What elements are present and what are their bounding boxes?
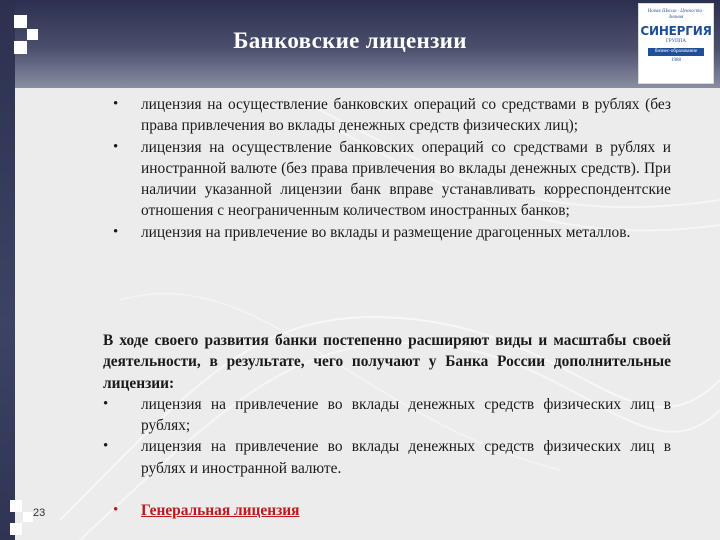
list-item bbox=[103, 394, 671, 437]
bullet-icon: • bbox=[113, 502, 119, 518]
page-number: 23 bbox=[33, 507, 46, 519]
slide-title: Банковские лицензии bbox=[233, 28, 467, 53]
bullet-icon: • bbox=[103, 438, 109, 455]
bullet-icon: • bbox=[113, 138, 119, 155]
bullet-icon: • bbox=[113, 96, 119, 112]
list-item bbox=[103, 94, 671, 137]
list-item bbox=[103, 137, 671, 222]
general-license-link[interactable]: Генеральная лицензия bbox=[141, 502, 300, 519]
additional-licenses-section bbox=[103, 330, 671, 479]
logo-sub-text: ГРУППА bbox=[666, 39, 686, 44]
list-item-text: лицензия на осуществление банковских операций со средствами в рублях (без права привлечения во вклады денежных средств физических лиц); bbox=[141, 96, 671, 135]
logo-top-text: Новая Школа · Ценности · Знания bbox=[647, 9, 705, 20]
list-item bbox=[103, 436, 671, 479]
bullet-icon: • bbox=[103, 395, 109, 412]
logo-brand: СИНЕРГИЯ bbox=[640, 24, 712, 38]
list-item-text: лицензия на привлечение во вклады и размещение драгоценных металлов. bbox=[141, 223, 631, 241]
list-item-text: лицензия на привлечение во вклады денежных средств физических лиц в рублях; bbox=[141, 395, 671, 435]
sidebar-strip bbox=[0, 0, 15, 540]
license-list bbox=[103, 94, 671, 243]
section-lead: В ходе своего развития банки постепенно расширяют виды и масштабы своей деятельности, в результате, чего получают у Банка России дополнительные лицензии: bbox=[103, 332, 671, 392]
synergy-logo bbox=[638, 3, 714, 84]
list-item bbox=[103, 222, 671, 243]
logo-bar: бизнес-образование bbox=[648, 48, 704, 56]
bullet-icon: • bbox=[113, 223, 119, 240]
list-item-text: лицензия на привлечение во вклады денежных средств физических лиц в рублях и иностранной валюте. bbox=[141, 438, 671, 477]
list-item-text: лицензия на осуществление банковских операций со средствами в рублях и иностранной валюте (без права привлечения во вклады денежных средств). При наличии указанной лицензии банк вправе устанавливать корреспондентские отношения с неограниченным количеством иностранных банков; bbox=[141, 138, 671, 220]
logo-year: 1988 bbox=[671, 58, 681, 63]
